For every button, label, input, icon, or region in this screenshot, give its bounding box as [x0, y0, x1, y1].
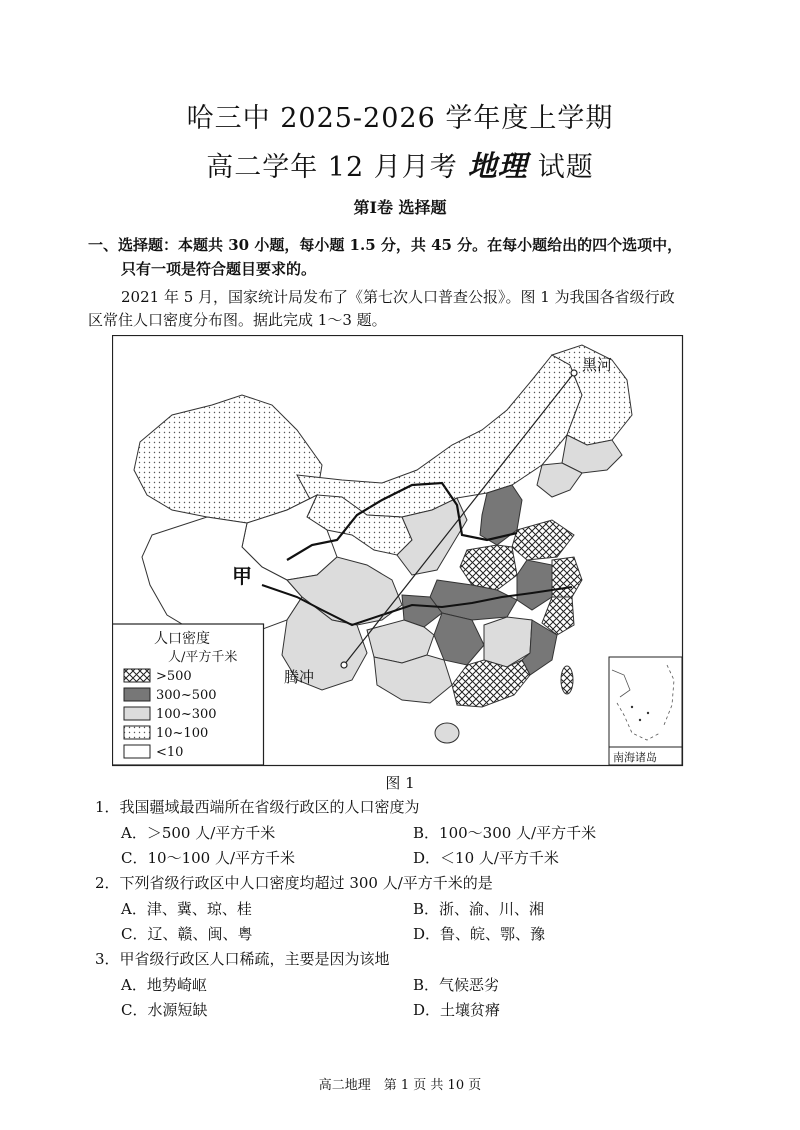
- question-3-option-a: A．地势崎岖: [121, 976, 207, 994]
- heihe-point: [571, 370, 577, 376]
- legend-title: 人口密度: [154, 631, 210, 647]
- question-3-option-b: B．气候恶劣: [413, 976, 500, 994]
- legend-label-lt10: <10: [156, 745, 184, 760]
- intro-line1: 2021 年 5 月，国家统计局发布了《第七次人口普查公报》。图 1 为我国各省级行政: [121, 288, 675, 306]
- legend-swatch-300-500: [124, 688, 150, 701]
- region-taiwan: [561, 666, 573, 694]
- question-1-option-c: C．10～100 人/平方千米: [121, 849, 296, 867]
- legend-swatch-gt500: [124, 669, 150, 682]
- legend-swatch-10-100: [124, 726, 150, 739]
- map-legend: [113, 624, 264, 765]
- exam-title-line2: [0, 144, 800, 185]
- exam-title-line1: 哈三中 2025-2026 学年度上学期: [186, 103, 614, 134]
- legend-label-100-300: 100~300: [156, 707, 217, 722]
- south-china-sea-inset: [609, 657, 682, 765]
- question-2-option-a: A．津、冀、琼、桂: [121, 900, 252, 918]
- volume-heading: 第Ⅰ卷 选择题: [353, 198, 447, 217]
- inset-label: 南海诸岛: [613, 751, 657, 764]
- title-subject: 地理: [467, 149, 528, 183]
- question-1-option-a: A．＞500 人/平方千米: [121, 824, 276, 842]
- section-heading-line2: 只有一项是符合题目要求的。: [121, 260, 317, 278]
- legend-unit: 人/平方千米: [168, 650, 238, 665]
- title-grade-month: 高二学年 12 月月考: [206, 152, 458, 183]
- label-heihe: 黑河: [582, 356, 613, 374]
- question-1-option-b: B．100～300 人/平方千米: [413, 824, 597, 842]
- question-2-option-b: B．浙、渝、川、湘: [413, 900, 545, 918]
- title-suffix: 试题: [537, 152, 594, 183]
- section-heading-line1: 一、选择题：本题共 30 小题，每小题 1.5 分，共 45 分。在每小题给出的四个选项中，: [88, 236, 683, 254]
- figure-caption: 图 1: [385, 774, 415, 792]
- legend-swatch-100-300: [124, 707, 150, 720]
- intro-line2: 区常住人口密度分布图。据此完成 1～3 题。: [88, 311, 387, 329]
- page-footer: 高二地理 第 1 页 共 10 页: [318, 1078, 482, 1093]
- question-1-option-d: D．＜10 人/平方千米: [413, 849, 559, 867]
- label-jia: 甲: [232, 564, 252, 588]
- question-2-option-d: D．鲁、皖、鄂、豫: [413, 925, 546, 943]
- legend-label-300-500: 300~500: [156, 688, 217, 703]
- question-2-option-c: C．辽、赣、闽、粤: [121, 925, 253, 943]
- legend-label-10-100: 10~100: [156, 726, 209, 741]
- legend-label-gt500: >500: [156, 669, 192, 684]
- question-3-option-d: D．土壤贫瘠: [413, 1001, 501, 1019]
- question-3-stem: 3．甲省级行政区人口稀疏，主要是因为该地: [95, 950, 390, 968]
- label-tengchong: 腾冲: [284, 668, 315, 686]
- tengchong-point: [341, 662, 347, 668]
- question-1-stem: 1．我国疆域最西端所在省级行政区的人口密度为: [95, 798, 420, 816]
- question-3-option-c: C．水源短缺: [121, 1001, 208, 1019]
- population-density-map: [112, 335, 684, 767]
- legend-swatch-lt10: [124, 745, 150, 758]
- region-hainan: [435, 723, 459, 743]
- question-2-stem: 2．下列省级行政区中人口密度均超过 300 人/平方千米的是: [95, 874, 493, 892]
